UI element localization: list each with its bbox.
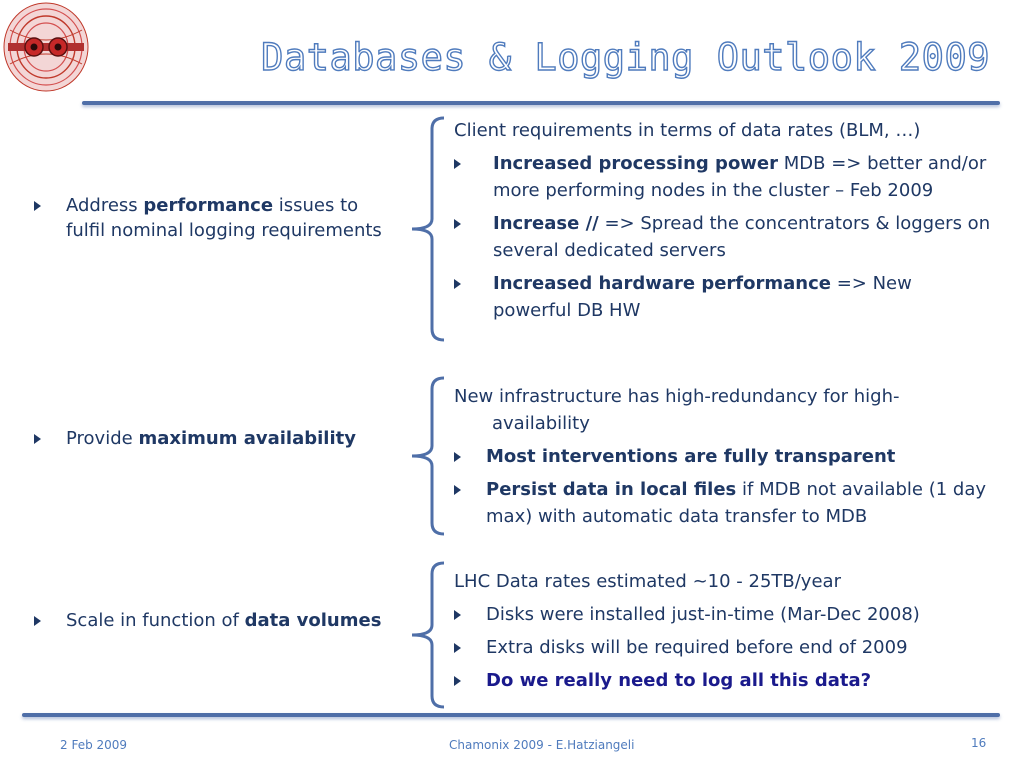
brace-icon <box>408 560 448 710</box>
group-heading: Client requirements in terms of data rates (BLM, …) <box>454 120 921 141</box>
list-item: Most interventions are fully transparent <box>454 443 994 470</box>
bullet-triangle-icon <box>34 616 41 626</box>
group-heading: New infrastructure has high-redundancy for high-availability <box>454 386 900 434</box>
bullet-triangle-icon <box>454 485 461 495</box>
bullet-triangle-icon <box>34 434 41 444</box>
left-bullet-data-volumes: Scale in function of data volumes <box>34 608 394 633</box>
brace-icon <box>408 375 448 537</box>
bullet-triangle-icon <box>454 452 461 462</box>
bullet-triangle-icon <box>454 610 461 620</box>
list-item: Do we really need to log all this data? <box>454 667 994 694</box>
left-bullet-availability: Provide maximum availability <box>34 426 394 451</box>
bullet-triangle-icon <box>454 279 461 289</box>
list-item: Increased hardware performance => New powerful DB HW <box>454 270 994 324</box>
brace-icon <box>408 115 448 343</box>
bullet-triangle-icon <box>454 643 461 653</box>
lhc-logo <box>0 0 92 96</box>
bullet-triangle-icon <box>454 159 461 169</box>
list-item: Increased processing power MDB => better and/or more performing nodes in the cluster – Feb 2009 <box>454 150 994 204</box>
group-infrastructure <box>454 383 994 530</box>
title-divider <box>82 101 1000 105</box>
list-item: Disks were installed just-in-time (Mar-Dec 2008) <box>454 601 994 628</box>
bullet-triangle-icon <box>454 219 461 229</box>
list-item: Increase // => Spread the concentrators & loggers on several dedicated servers <box>454 210 994 264</box>
group-client-requirements <box>454 117 994 324</box>
slide-number: 16 <box>971 736 987 750</box>
slide-title: Databases & Logging Outlook 2009 <box>261 36 990 79</box>
footer-divider <box>22 713 1000 717</box>
group-data-rates <box>454 568 994 694</box>
footer-presenter: Chamonix 2009 - E.Hatziangeli <box>449 738 635 752</box>
footer-date: 2 Feb 2009 <box>60 738 128 752</box>
list-item: Extra disks will be required before end of 2009 <box>454 634 994 661</box>
group-heading: LHC Data rates estimated ~10 - 25TB/year <box>454 571 841 592</box>
bullet-triangle-icon <box>34 201 41 211</box>
left-bullet-performance: Address performance issues to fulfil nominal logging requirements <box>34 193 394 243</box>
bullet-triangle-icon <box>454 676 461 686</box>
list-item: Persist data in local files if MDB not available (1 day max) with automatic data transfer to MDB <box>454 476 994 530</box>
